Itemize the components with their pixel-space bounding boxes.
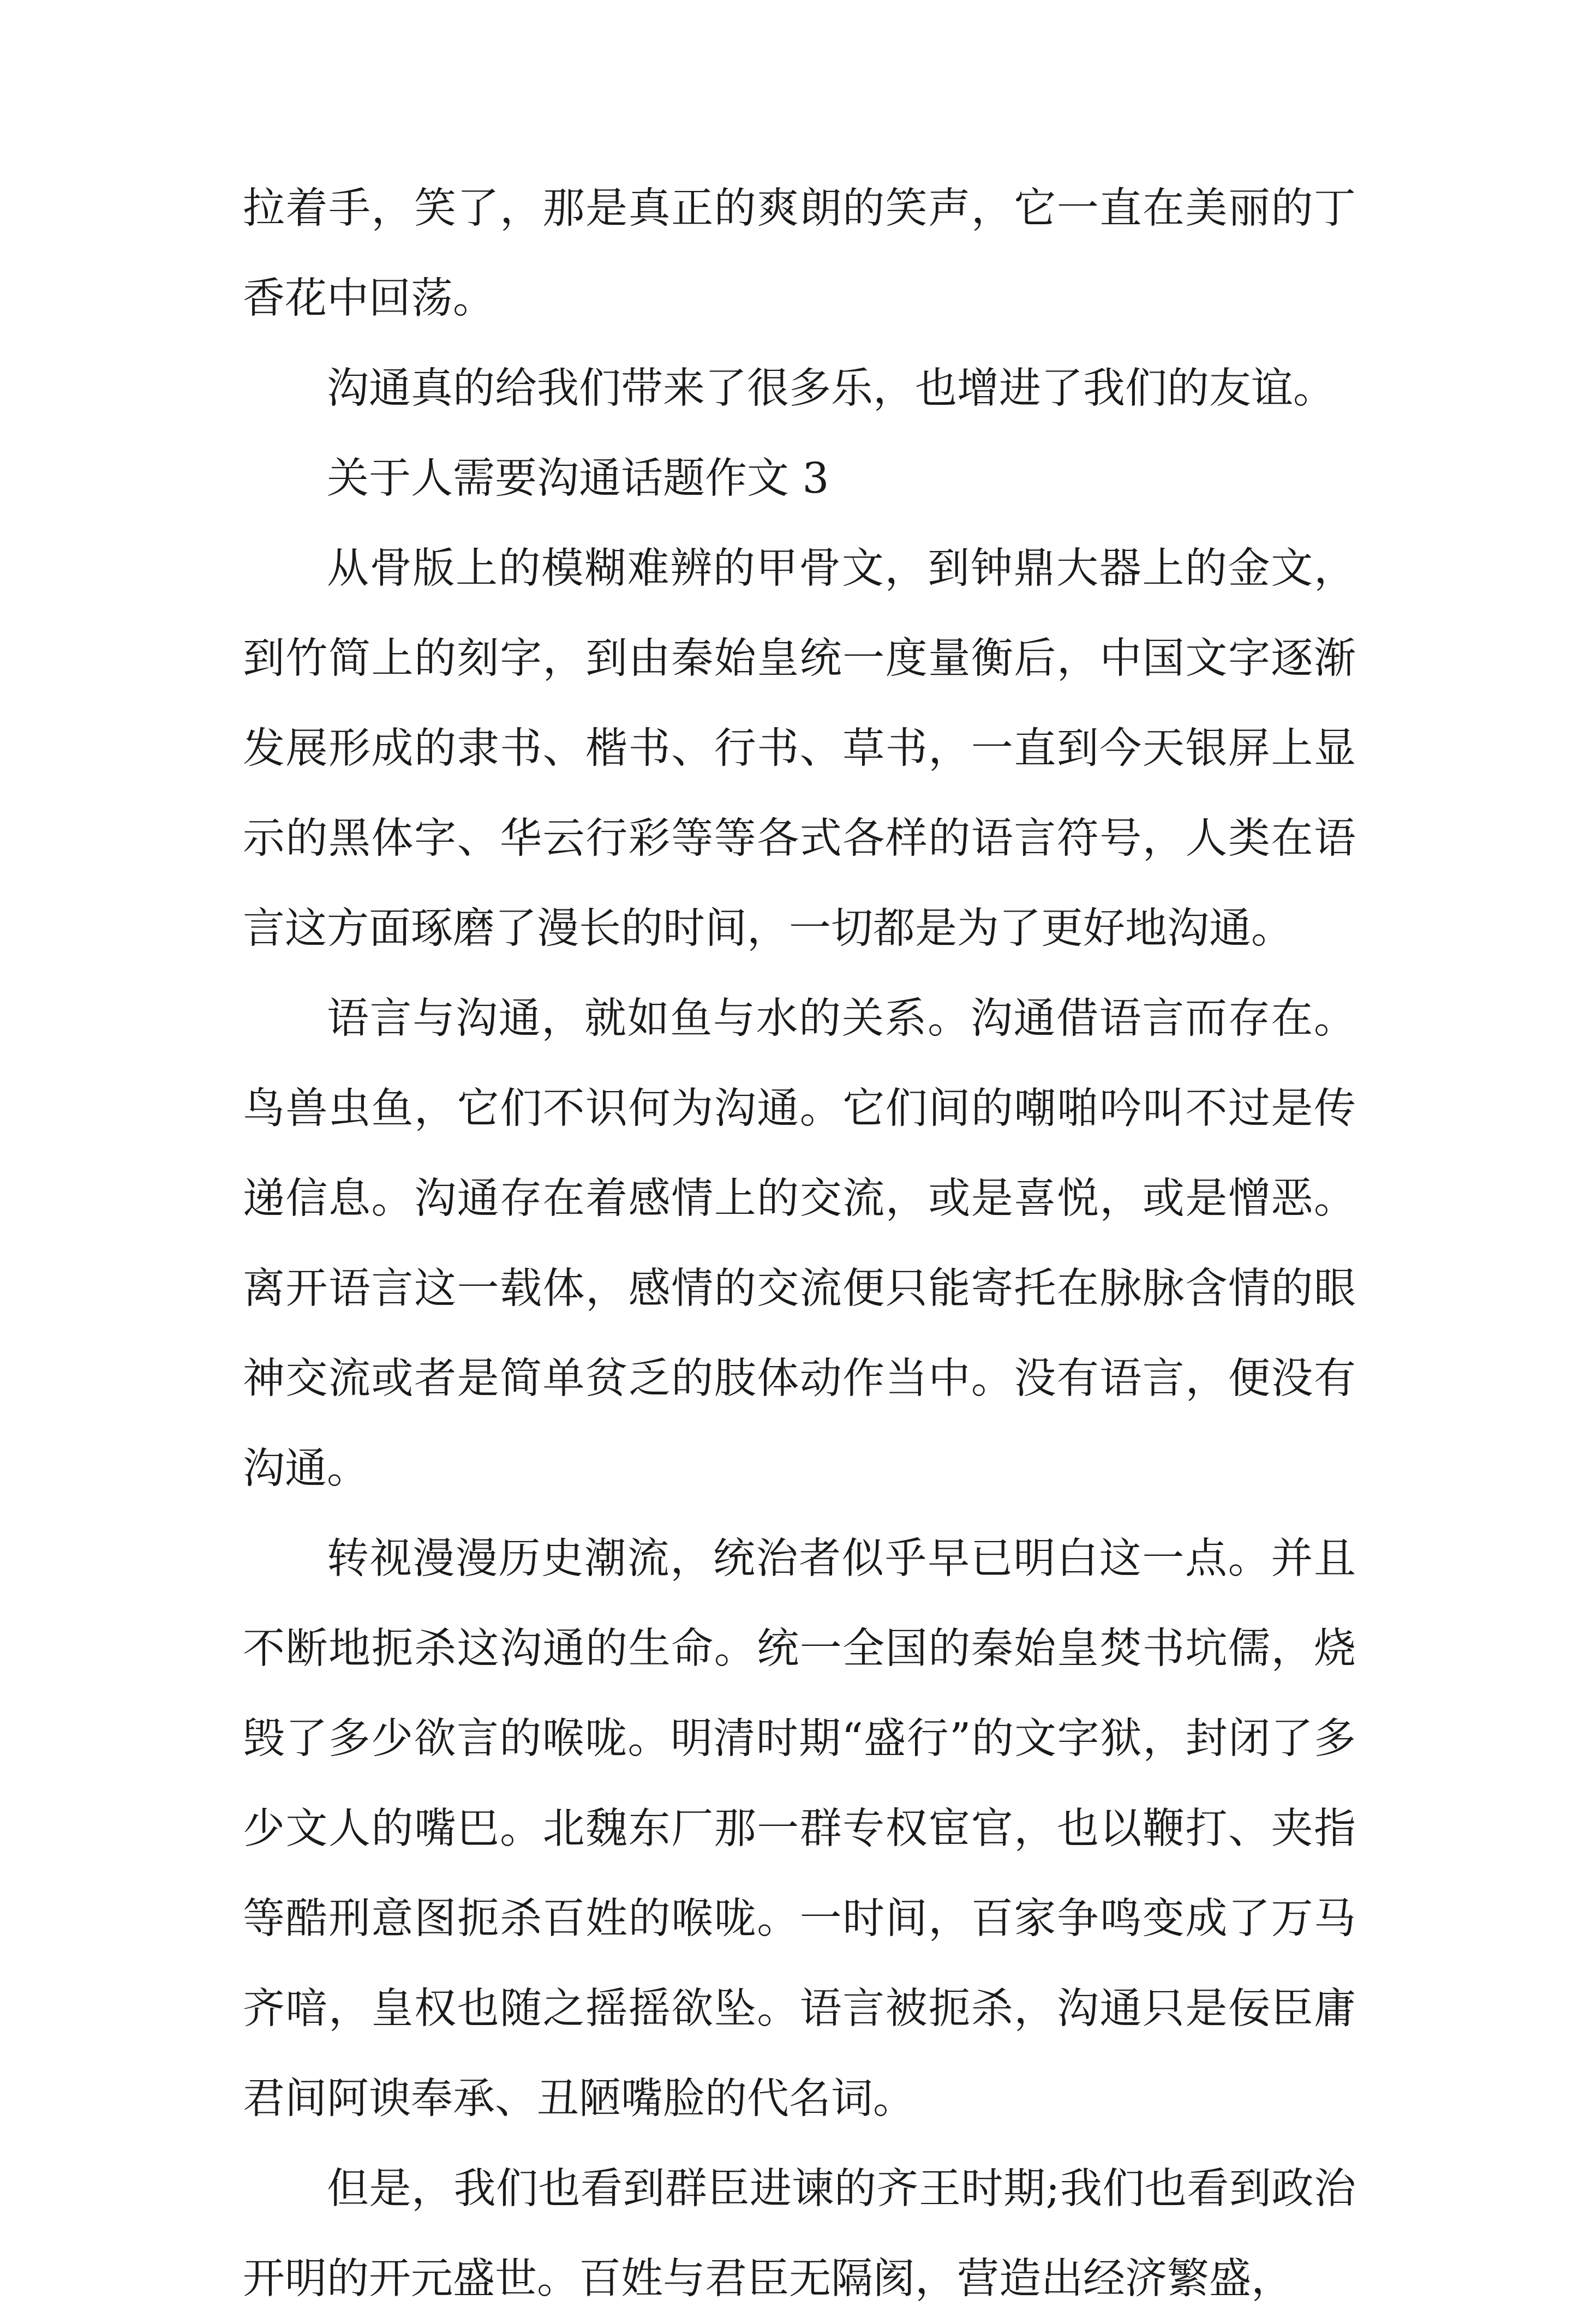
paragraph-4: 语言与沟通，就如鱼与水的关系。沟通借语言而存在。鸟兽虫鱼，它们不识何为沟通。它们间的嘲啪吟叫不过是传递信息。沟通存在着感情上的交流，或是喜悦，或是憎恶。离开语言这一载体，感情的交流便只能寄托在脉脉含情的眼神交流或者是简单贫乏的肢体动作当中。没有语言，便没有沟通。 (243, 995, 1356, 1493)
paragraph-6: 但是，我们也看到群臣进谏的齐王时期;我们也看到政治开明的开元盛世。百姓与君臣无隔阂，营造出经济繁盛， (243, 2165, 1356, 2303)
paragraph-3: 从骨版上的模糊难辨的甲骨文，到钟鼎大器上的金文，到竹简上的刻字，到由秦始皇统一度量衡后，中国文字逐渐发展形成的隶书、楷书、行书、草书，一直到今天银屏上显示的黑体字、华云行彩等等各式各样的语言符号，人类在语言这方面琢磨了漫长的时间，一切都是为了更好地沟通。 (243, 544, 1356, 953)
section-heading: 关于人需要沟通话题作文 3 (327, 454, 829, 503)
paragraph-1: 拉着手，笑了，那是真正的爽朗的笑声，它一直在美丽的丁香花中回荡。 (243, 184, 1356, 323)
paragraph-2: 沟通真的给我们带来了很多乐，也增进了我们的友谊。 (327, 364, 1335, 413)
document-body (243, 164, 1356, 2324)
paragraph-5: 转视漫漫历史潮流，统治者似乎早已明白这一点。并且不断地扼杀这沟通的生命。统一全国的秦始皇焚书坑儒，烧毁了多少欲言的喉咙。明清时期“盛行”的文字狱，封闭了多少文人的嘴巴。北魏东厂那一群专权宦官，也以鞭打、夹指等酷刑意图扼杀百姓的喉咙。一时间，百家争鸣变成了万马齐喑，皇权也随之摇摇欲坠。语言被扼杀，沟通只是佞臣庸君间阿谀奉承、丑陋嘴脸的代名词。 (243, 1535, 1356, 2123)
